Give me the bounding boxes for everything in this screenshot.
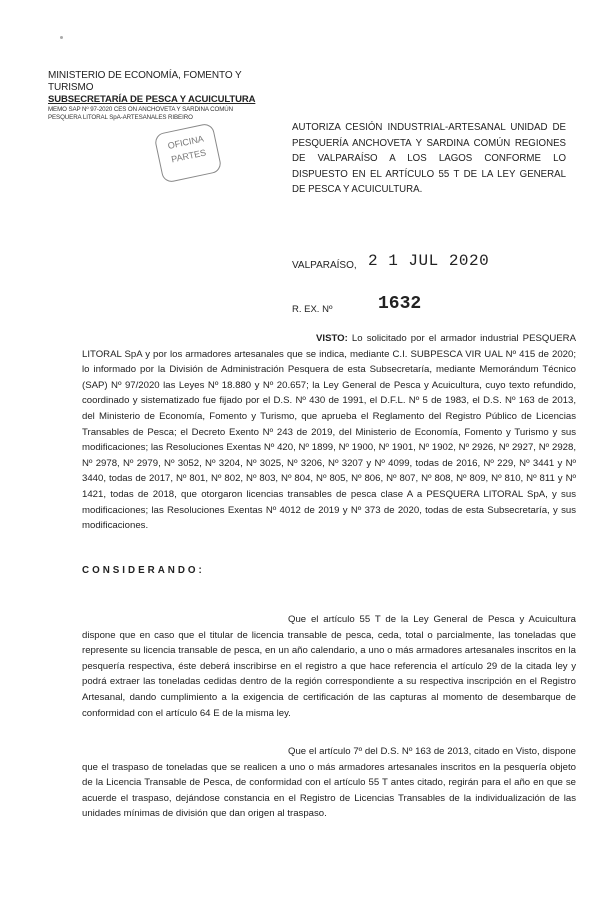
stamp-line1: OFICINA [166,133,205,151]
resolution-number-label: R. EX. Nº [292,304,333,315]
considerando-heading: CONSIDERANDO: [82,565,205,576]
visto-text: Lo solicitado por el armador industrial PESQUERA LITORAL SpA y por los armadores artesanales que se indica, mediante C.I. SUBPESCA VIR UAL Nº 415 de 2020; lo informado por la División de Administración Pesquera de esta Subsecretaría, mediante Memorándum Técnico (SAP) Nº 97/2020 las Leyes Nº 18.880 y Nº 20.657; la Ley General de Pesca y Acuicultura, cuyo texto refundido, coordinado y sistematizado fue fijado por el D.S. Nº 430 de 1991, el D.F.L. Nº 5 de 1983, el D.S. Nº 163 de 2013, del Ministerio de Economía, Fomento y Turismo, que aprueba el Reglamento del Registro Público de Licencias Transables de Pesca; el Decreto Exento Nº 243 de 2019, del Ministerio de Economía, Fomento y Turismo y sus modificaciones; las Resoluciones Exentas Nº 420, Nº 1899, Nº 1900, Nº 1901, Nº 1902, Nº 2926, Nº 2927, Nº 2928, Nº 2978, Nº 2979, Nº 3052, Nº 3204, Nº 3025, Nº 3206, Nº 3207 y Nº 4099, todas de 2016, Nº 229, Nº 3441 y Nº 3440, todas de 2017, Nº 801, Nº 802, Nº 803, Nº 804, Nº 805, Nº 806, Nº 807, Nº 808, Nº 809, Nº 810, Nº 811 y Nº 1421, todas de 2018, que otorgaron licencias transables de pesca clase A a PESQUERA LITORAL SpA, y sus modificaciones; las Resoluciones Exentas Nº 4012 de 2019 y Nº 373 de 2020, todas de esta Subsecretaría, y sus modificaciones. [82,333,576,532]
memo-reference-line1: MEMO SAP Nº 97-2020 CES ON ANCHOVETA Y SARDINA COMÚN [48,106,234,113]
ministry-name: MINISTERIO DE ECONOMÍA, FOMENTO Y TURISMO [48,70,242,93]
resolution-title: AUTORIZA CESIÓN INDUSTRIAL-ARTESANAL UNIDAD DE PESQUERÍA ANCHOVETA Y SARDINA COMÚN REGIONES DE VALPARAÍSO A LOS LAGOS CONFORME LO DISPUESTO EN EL ARTÍCULO 55 T DE LA LEY GENERAL DE PESCA Y ACUICULTURA. [292,122,566,195]
stamp-line2: PARTES [170,147,207,165]
date-stamp: 2 1 JUL 2020 [368,252,490,270]
letterhead [48,70,288,122]
date-label: VALPARAÍSO, [292,260,357,271]
visto-label: VISTO: [316,333,348,344]
scan-dot [60,36,63,39]
considerando-paragraph-2: Que el artículo 7º del D.S. Nº 163 de 2013, citado en Visto, dispone que el traspaso de toneladas que se realicen a uno o más armadores artesanales inscritos en la pesquería objeto de la Licencia Transable de Pesca, de conformidad con el artículo 55 T antes citado, regirán para el año en que se acuerde el traspaso, dejándose constancia en el Registro de Licencias Transables de la individualización de las unidades mínimas de división que dan origen al traspaso. [82,746,576,820]
office-stamp [153,122,222,183]
memo-reference-line2: PESQUERA LITORAL SpA-ARTESANALES RIBEIRO [48,114,193,121]
considerando-paragraph-1: Que el artículo 55 T de la Ley General de Pesca y Acuicultura dispone que en caso que el titular de licencia transable de pesca, ceda, total o parcialmente, las toneladas que represente su licencia transable de pesca, en un año calendario, a uno o más armadores artesanales inscritos en la pesquería respectiva, éste deberá inscribirse en el registro a que hace referencia el artículo 29 de la citada ley y podrá extraer las toneladas cedidas dentro de la región correspondiente a su respectiva inscripción en el Registro Artesanal, dando cumplimiento a la exigencia de certificación de las capturas al momento de desembarque de conformidad con el artículo 64 E de la misma ley. [82,614,576,719]
resolution-number: 1632 [378,294,422,314]
subsecretaria-name: SUBSECRETARÍA DE PESCA Y ACUICULTURA [48,94,256,105]
visto-paragraph [82,331,576,534]
